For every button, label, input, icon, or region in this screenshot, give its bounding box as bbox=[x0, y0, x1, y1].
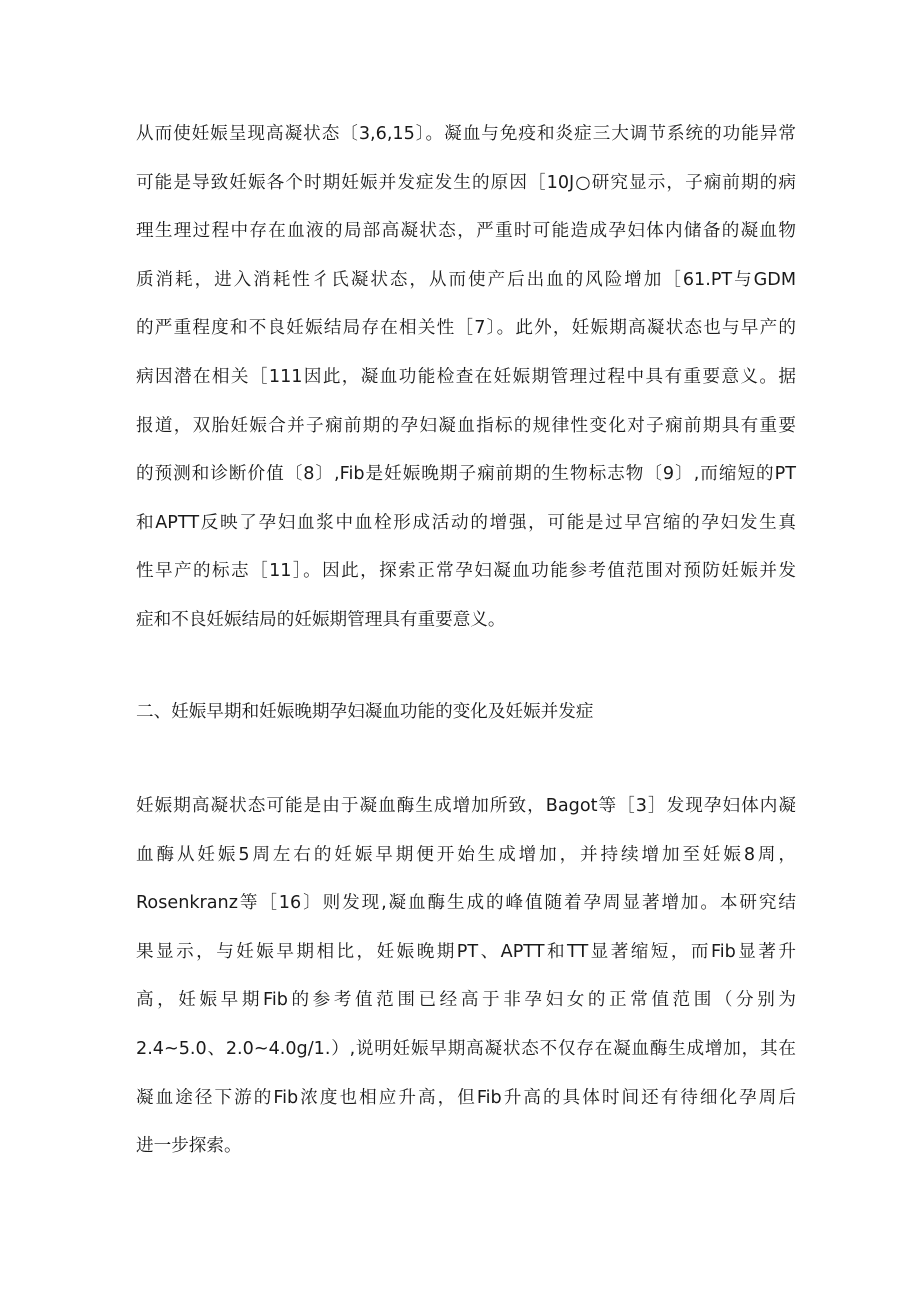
paragraph-line: 可能是导致妊娠各个时期妊娠并发症发生的原因［10J○研究显示，子痫前期的病 bbox=[136, 172, 796, 193]
paragraph-line: 病因潜在相关［111因此，凝血功能检查在妊娠期管理过程中具有重要意义。据 bbox=[136, 366, 796, 387]
paragraph-line: 从而使妊娠呈现高凝状态〔3,6,15〕。凝血与免疫和炎症三大调节系统的功能异常 bbox=[136, 124, 796, 144]
paragraph-line: 理生理过程中存在血液的局部高凝状态，严重时可能造成孕妇体内储备的凝血物 bbox=[136, 221, 796, 242]
paragraph-coagulation-background bbox=[136, 110, 796, 645]
section-heading: 二、妊娠早期和妊娠晚期孕妇凝血功能的变化及妊娠并发症 bbox=[136, 702, 594, 722]
paragraph-line: 凝血途径下游的Fib浓度也相应升高，但Fib升高的具体时间还有待细化孕周后 bbox=[136, 1087, 796, 1108]
paragraph-line: 的严重程度和不良妊娠结局存在相关性［7〕。此外，妊娠期高凝状态也与早产的 bbox=[136, 318, 796, 339]
paragraph-line: 妊娠期高凝状态可能是由于凝血酶生成增加所致，Bagot等［3］发现孕妇体内凝 bbox=[136, 796, 796, 816]
paragraph-line: Rosenkranz等［16〕则发现,凝血酶生成的峰值随着孕周显著增加。本研究结 bbox=[136, 893, 796, 914]
paragraph-line: 的预测和诊断价值〔8〕,Fib是妊娠晚期子痫前期的生物标志物〔9〕,而缩短的PT bbox=[136, 464, 796, 485]
paragraph-line: 症和不良妊娠结局的妊娠期管理具有重要意义。 bbox=[136, 609, 506, 630]
paragraph-line: 高，妊娠早期Fib的参考值范围已经高于非孕妇女的正常值范围（分别为 bbox=[136, 990, 796, 1011]
paragraph-line: 性早产的标志［11］。因此，探索正常孕妇凝血功能参考值范围对预防妊娠并发 bbox=[136, 561, 796, 582]
paragraph-line: 果显示，与妊娠早期相比，妊娠晚期PT、APTT和TT显著缩短，而Fib显著升 bbox=[136, 941, 796, 962]
paragraph-line: 质消耗，进入消耗性彳氏凝状态，从而使产后出血的风险增加［61.PT与GDM bbox=[136, 269, 796, 290]
paragraph-line: 报道，双胎妊娠合并子痫前期的孕妇凝血指标的规律性变化对子痫前期具有重要 bbox=[136, 415, 796, 436]
paragraph-line: 进一步探索。 bbox=[136, 1136, 242, 1157]
paragraph-line: 血酶从妊娠5周左右的妊娠早期便开始生成增加，并持续增加至妊娠8周， bbox=[136, 844, 796, 865]
paragraph-thrombin-generation bbox=[136, 782, 796, 1171]
paragraph-line: 和APTT反映了孕妇血浆中血栓形成活动的增强，可能是过早宫缩的孕妇发生真 bbox=[136, 512, 796, 533]
paragraph-line: 2.4~5.0、2.0~4.0g/1.）,说明妊娠早期高凝状态不仅存在凝血酶生成增加，其在 bbox=[136, 1038, 796, 1059]
